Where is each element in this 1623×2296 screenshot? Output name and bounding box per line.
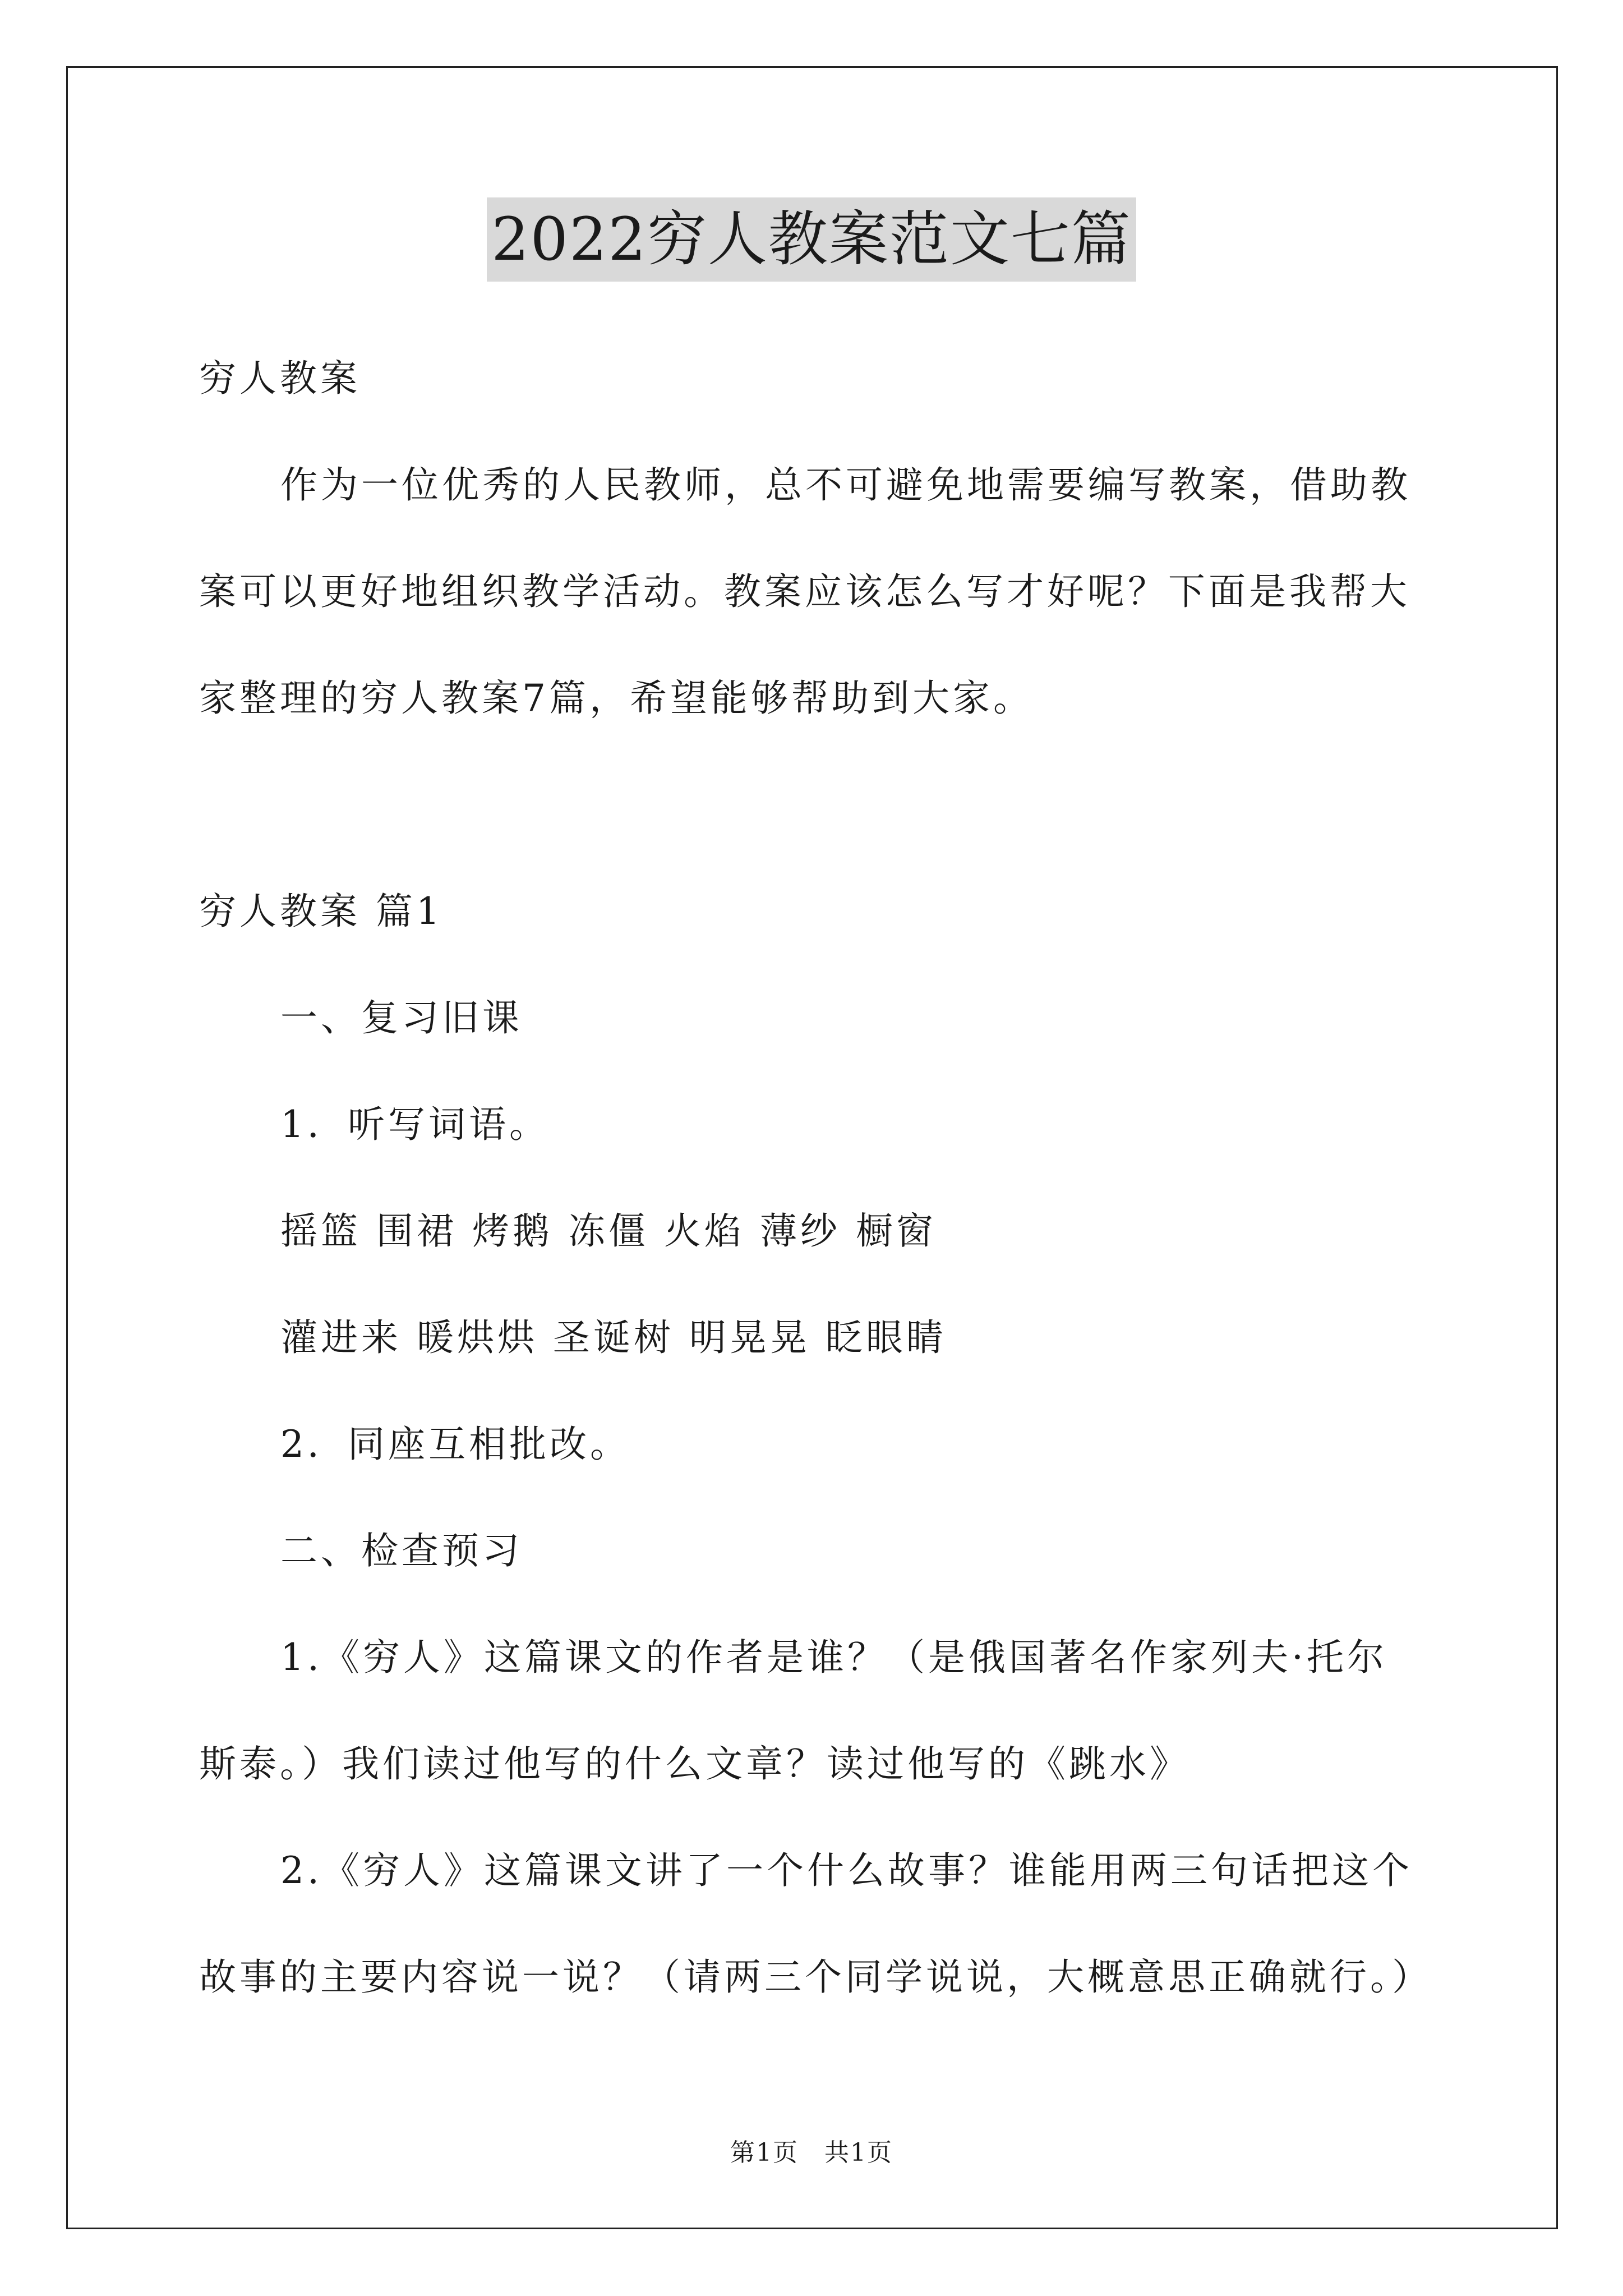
question-line: 故事的主要内容说一说？（请两三个同学说说，大概意思正确就行。） [199, 1955, 1432, 1999]
vocabulary-line: 摇篮 围裙 烤鹅 冻僵 火焰 薄纱 橱窗 [280, 1209, 937, 1253]
lesson-item: 1．听写词语。 [280, 1103, 550, 1146]
article-heading: 穷人教案 篇1 [199, 890, 443, 933]
title-container [0, 197, 1623, 282]
intro-paragraph-line: 作为一位优秀的人民教师，总不可避免地需要编写教案，借助教 [280, 463, 1411, 507]
lesson-item: 2．同座互相批改。 [280, 1423, 630, 1466]
lesson-step-heading: 二、检查预习 [280, 1529, 523, 1572]
intro-paragraph-line: 案可以更好地组织教学活动。教案应该怎么写才好呢？下面是我帮大 [199, 570, 1410, 613]
intro-paragraph-line: 家整理的穷人教案7篇，希望能够帮助到大家。 [199, 677, 1034, 720]
lesson-step-heading: 一、复习旧课 [280, 996, 523, 1039]
question-line: 2.《穷人》这篇课文讲了一个什么故事？谁能用两三句话把这个 [280, 1849, 1413, 1892]
vocabulary-line: 灌进来 暖烘烘 圣诞树 明晃晃 眨眼睛 [280, 1316, 947, 1359]
document-title: 2022穷人教案范文七篇 [487, 197, 1136, 282]
page-footer: 第1页 共1页 [730, 2138, 893, 2167]
question-line: 斯泰。）我们读过他写的什么文章？读过他写的《跳水》 [199, 1742, 1190, 1786]
question-line: 1.《穷人》这篇课文的作者是谁？（是俄国著名作家列夫·托尔 [280, 1636, 1387, 1679]
section-heading: 穷人教案 [199, 357, 361, 400]
